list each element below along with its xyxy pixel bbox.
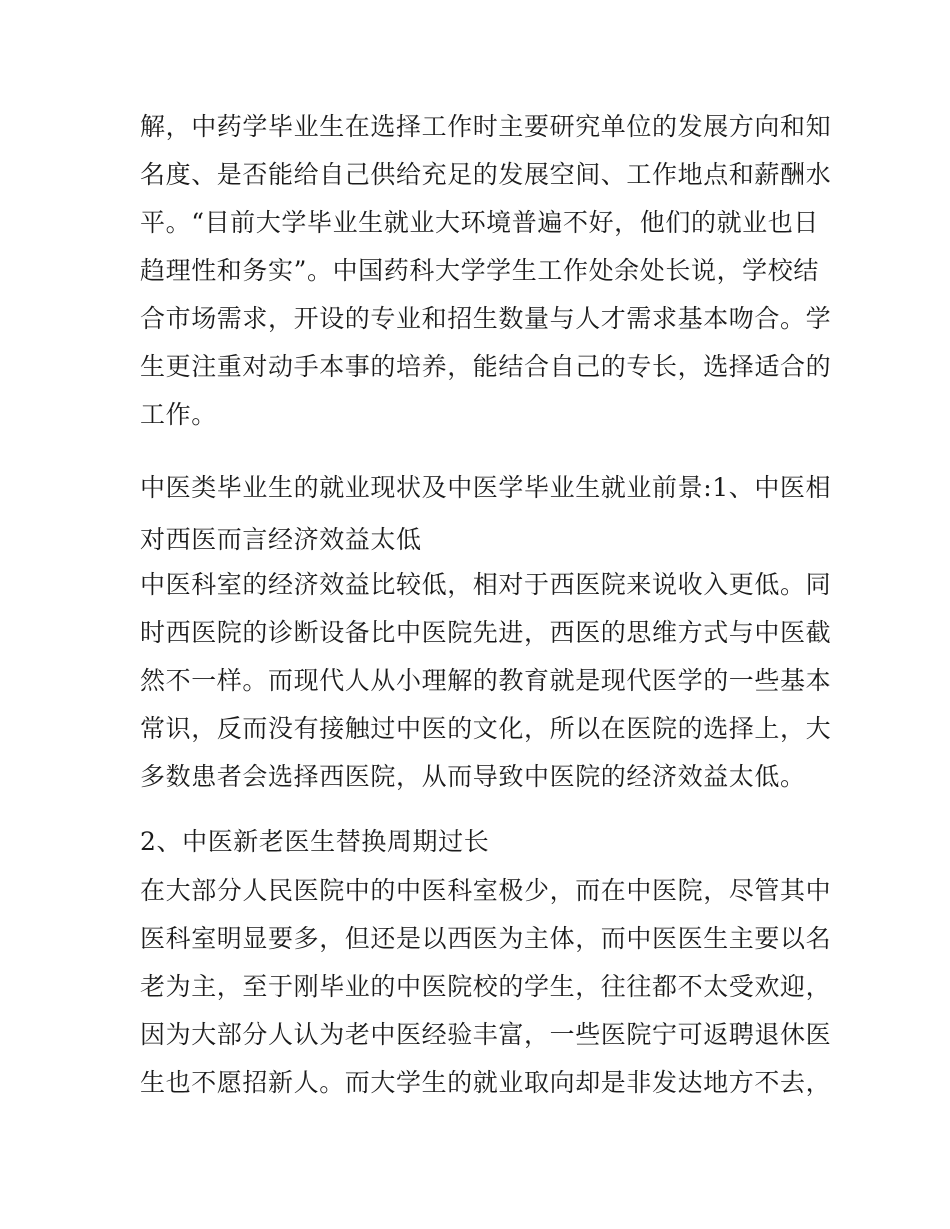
text-line: 时西医院的诊断设备比中医院先进，西医的思维方式与中医截: [140, 618, 832, 647]
section-heading-1: [140, 469, 832, 558]
text-line: 平。“目前大学毕业生就业大环境普遍不好，他们的就业也日: [140, 208, 819, 237]
text-line: 中医科室的经济效益比较低，相对于西医院来说收入更低。同: [140, 570, 832, 599]
text-line: 医科室明显要多，但还是以西医为主体，而中医医生主要以名: [140, 924, 832, 953]
text-line: 工作。: [140, 400, 217, 429]
text-line: 2、中医新老医生替换周期过长: [140, 827, 490, 856]
text-line: 对西医而言经济效益太低: [140, 525, 422, 554]
text-line: 常识，反而没有接触过中医的文化，所以在医院的选择上，大: [140, 714, 832, 743]
text-line: 合市场需求，开设的专业和招生数量与人才需求基本吻合。学: [140, 304, 832, 333]
text-line: 老为主，至于刚毕业的中医院校的学生，往往都不太受欢迎，: [140, 972, 832, 1001]
text-line: 中医类毕业生的就业现状及中医学毕业生就业前景:1、中医相: [140, 473, 832, 502]
text-line: 生更注重对动手本事的培养，能结合自己的专长，选择适合的: [140, 352, 832, 381]
text-line: 生也不愿招新人。而大学生的就业取向却是非发达地方不去，: [140, 1068, 832, 1097]
text-line: 多数患者会选择西医院，从而导致中医院的经济效益太低。: [140, 762, 806, 791]
text-line: 解，中药学毕业生在选择工作时主要研究单位的发展方向和知: [140, 112, 832, 141]
text-line: 趋理性和务实”。中国药科大学学生工作处余处长说，学校结: [140, 256, 819, 285]
paragraph-1: [140, 108, 832, 433]
paragraph-2: [140, 566, 832, 795]
text-line: 在大部分人民医院中的中医科室极少，而在中医院，尽管其中: [140, 876, 832, 905]
section-heading-2: [140, 823, 812, 860]
text-line: 因为大部分人认为老中医经验丰富，一些医院宁可返聘退休医: [140, 1020, 832, 1049]
paragraph-3: [140, 872, 832, 1101]
text-line: 然不一样。而现代人从小理解的教育就是现代医学的一些基本: [140, 666, 832, 695]
text-line: 名度、是否能给自己供给充足的发展空间、工作地点和薪酬水: [140, 160, 832, 189]
